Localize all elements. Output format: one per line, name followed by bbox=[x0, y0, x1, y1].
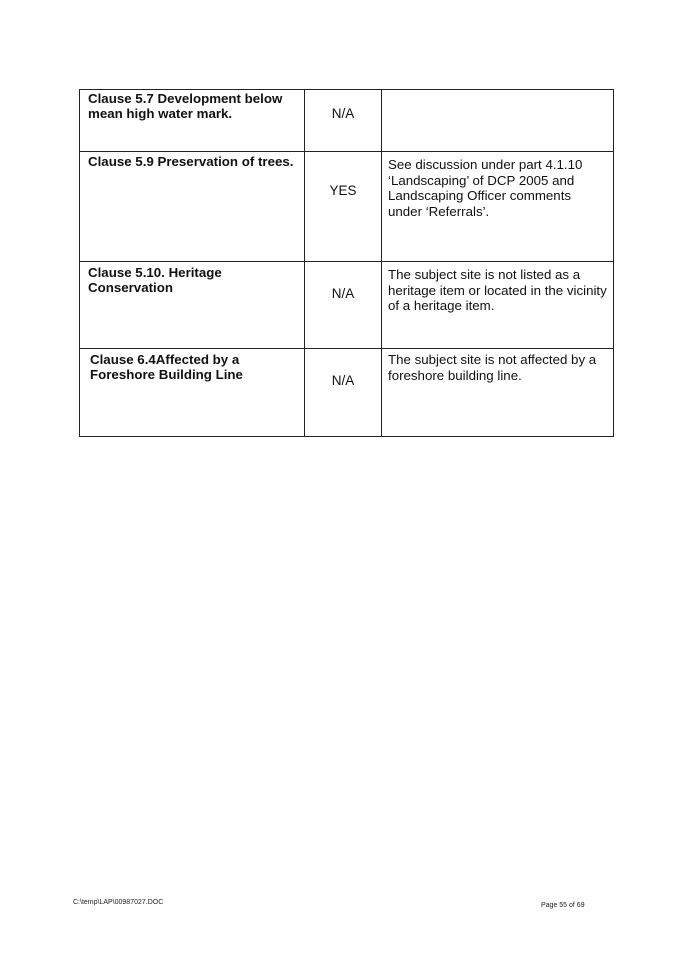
table-row bbox=[80, 349, 614, 437]
footer-file-path: C:\temp\LAP\00987027.DOC bbox=[73, 899, 164, 906]
table-row bbox=[80, 152, 614, 262]
clause-cell bbox=[80, 152, 305, 262]
clause-text: Clause 5.9 Preservation of trees. bbox=[88, 154, 294, 169]
comment-text: The subject site is not listed as a heritage item or located in the vicinity of a heritage item. bbox=[388, 267, 607, 313]
status-cell: N/A bbox=[305, 90, 382, 152]
comment-cell bbox=[382, 152, 614, 262]
comment-cell bbox=[382, 90, 614, 152]
comment-cell bbox=[382, 349, 614, 437]
clause-text: Clause 5.7 Development below mean high water mark. bbox=[88, 91, 283, 121]
status-cell: N/A bbox=[305, 262, 382, 349]
clause-text: Clause 5.10. Heritage Conservation bbox=[88, 265, 222, 295]
clause-cell bbox=[80, 262, 305, 349]
table-row bbox=[80, 262, 614, 349]
clause-cell bbox=[80, 90, 305, 152]
compliance-table bbox=[79, 89, 614, 437]
comment-text: The subject site is not affected by a foreshore building line. bbox=[388, 352, 597, 383]
clause-text: Clause 6.4Affected by a Foreshore Building Line bbox=[90, 352, 243, 382]
table-row bbox=[80, 90, 614, 152]
status-cell: N/A bbox=[305, 349, 382, 437]
comment-text: See discussion under part 4.1.10 ‘Landscaping’ of DCP 2005 and Landscaping Officer comments under ‘Referrals’. bbox=[388, 157, 583, 219]
comment-cell bbox=[382, 262, 614, 349]
clause-cell bbox=[80, 349, 305, 437]
status-cell: YES bbox=[305, 152, 382, 262]
footer-page-number: Page 55 of 69 bbox=[541, 902, 585, 909]
